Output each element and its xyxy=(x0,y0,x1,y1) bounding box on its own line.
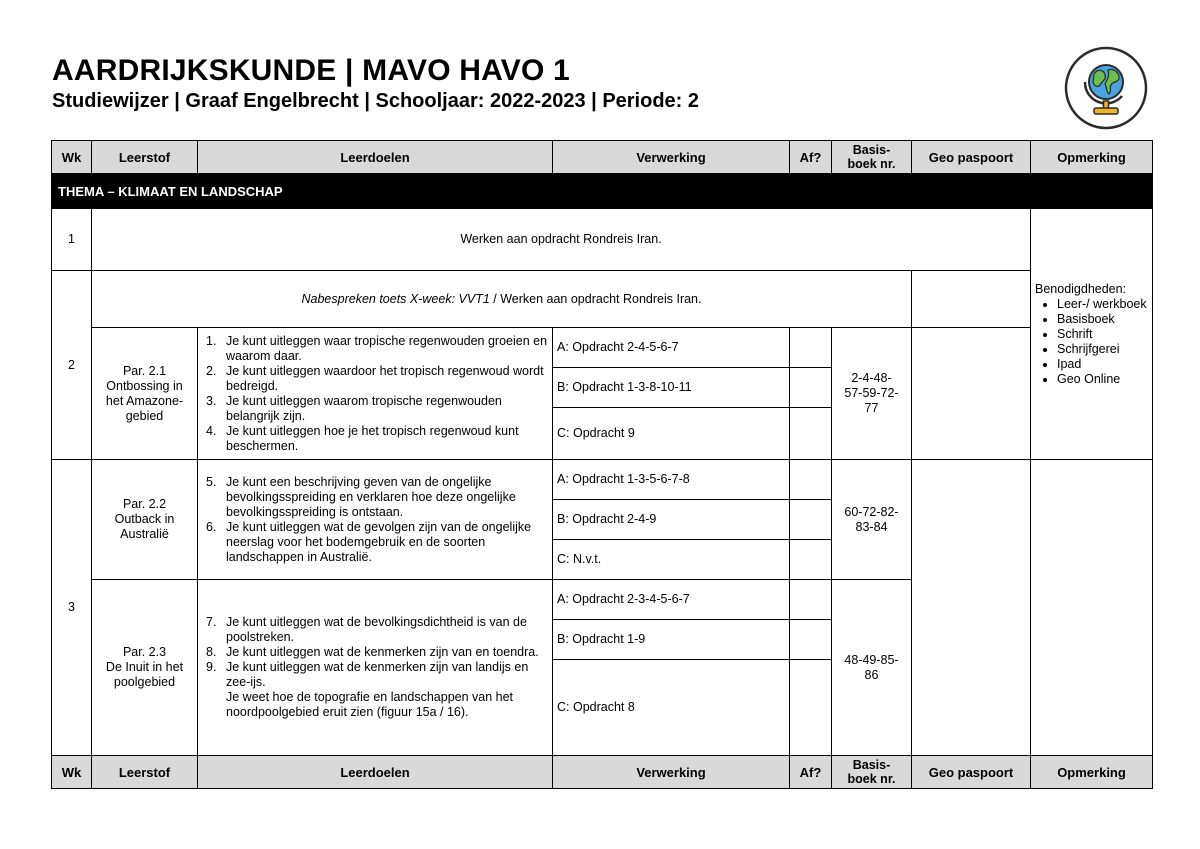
table-header-row xyxy=(52,141,1153,174)
leerdoelen-par-2-2 xyxy=(198,460,553,580)
list-item: • Ipad xyxy=(1057,357,1148,372)
leerstof-par-2-3: Par. 2.3 De Inuit in het poolgebied xyxy=(92,580,198,756)
week-number: 2 xyxy=(52,271,92,460)
week-activity xyxy=(92,271,912,328)
col-header-af: Af? xyxy=(790,141,832,174)
verwerking-a: A: Opdracht 2-3-4-5-6-7 xyxy=(553,580,790,620)
af-checkbox-cell[interactable] xyxy=(790,408,832,460)
goal-item: 9. Je kunt uitleggen wat de kenmerken zijn van landijs en zee-ijs. Je weet hoe de topografie en landschappen van het noordpoolgebied eruit zien (figuur 15a / 16). xyxy=(206,660,529,719)
studiewijzer-table xyxy=(51,140,1153,789)
col-footer-leerdoelen: Leerdoelen xyxy=(198,756,553,789)
leerstof-par-2-1: Par. 2.1 Ontbossing in het Amazone- gebied xyxy=(92,328,198,460)
leerstof-par-2-2: Par. 2.2 Outback in Australië xyxy=(92,460,198,580)
week-number: 1 xyxy=(52,209,92,271)
af-checkbox-cell[interactable] xyxy=(790,500,832,540)
benodigdheden-title: Benodigdheden: xyxy=(1035,281,1127,296)
table-footer-row xyxy=(52,756,1153,789)
af-checkbox-cell[interactable] xyxy=(790,580,832,620)
opmerking-cell xyxy=(1031,460,1153,756)
leerdoelen-par-2-3 xyxy=(198,580,553,756)
globe-icon xyxy=(1064,46,1148,130)
list-item: • Schrijfgerei xyxy=(1057,342,1148,357)
table-row xyxy=(52,271,1153,328)
goal-extra: Je weet hoe de topografie en landschappen van het noordpoolgebied eruit zien (figuur 15a / 16). xyxy=(226,690,514,719)
verwerking-b: B: Opdracht 1-9 xyxy=(553,620,790,660)
goal-item: 6. Je kunt uitleggen wat de gevolgen zijn van de ongelijke neerslag voor het bodemgebruik en de soorten landschappen in Australië. xyxy=(206,519,532,564)
opmerking-benodigdheden xyxy=(1031,209,1153,460)
goal-item: 3. Je kunt uitleggen waarom tropische regenwouden belangrijk zijn. xyxy=(206,393,502,423)
basisboek-nr: 2-4-48- 57-59-72- 77 xyxy=(832,328,912,460)
benodigdheden-list xyxy=(1035,297,1148,387)
note-italic: Nabespreken toets X-week: VVT1 xyxy=(301,291,490,306)
af-checkbox-cell[interactable] xyxy=(790,660,832,756)
col-footer-leerstof: Leerstof xyxy=(92,756,198,789)
verwerking-c: C: N.v.t. xyxy=(553,540,790,580)
table-row xyxy=(52,328,1153,368)
af-checkbox-cell[interactable] xyxy=(790,540,832,580)
week-activity: Werken aan opdracht Rondreis Iran. xyxy=(92,209,1031,271)
goal-item: 5. Je kunt een beschrijving geven van de ongelijke bevolkingsspreiding en verklaren hoe deze ongelijke bevolkingsspreiding is ontstaan. xyxy=(206,474,516,519)
col-header-leerdoelen: Leerdoelen xyxy=(198,141,553,174)
verwerking-a: A: Opdracht 2-4-5-6-7 xyxy=(553,328,790,368)
theme-title: THEMA – KLIMAAT EN LANDSCHAP xyxy=(52,174,1153,209)
goal-item: 1. Je kunt uitleggen waar tropische regenwouden groeien en waarom daar. xyxy=(206,333,548,363)
basisboek-nr: 60-72-82- 83-84 xyxy=(832,460,912,580)
col-footer-af: Af? xyxy=(790,756,832,789)
af-checkbox-cell[interactable] xyxy=(790,328,832,368)
af-checkbox-cell[interactable] xyxy=(790,460,832,500)
col-header-basisboek: Basis- boek nr. xyxy=(832,141,912,174)
verwerking-b: B: Opdracht 2-4-9 xyxy=(553,500,790,540)
list-item: • Leer-/ werkboek xyxy=(1057,297,1148,312)
table-row xyxy=(52,460,1153,500)
table-row xyxy=(52,209,1153,271)
verwerking-c: C: Opdracht 8 xyxy=(553,660,790,756)
col-header-geo-paspoort: Geo paspoort xyxy=(912,141,1031,174)
verwerking-b: B: Opdracht 1-3-8-10-11 xyxy=(553,368,790,408)
col-footer-geo-paspoort: Geo paspoort xyxy=(912,756,1031,789)
col-header-wk: Wk xyxy=(52,141,92,174)
col-footer-verwerking: Verwerking xyxy=(553,756,790,789)
af-checkbox-cell[interactable] xyxy=(790,620,832,660)
af-checkbox-cell[interactable] xyxy=(790,368,832,408)
goal-item: 2. Je kunt uitleggen waardoor het tropisch regenwoud wordt bedreigd. xyxy=(206,363,544,393)
theme-row xyxy=(52,174,1153,209)
goal-item: 8. Je kunt uitleggen wat de kenmerken zijn van en toendra. xyxy=(206,645,539,659)
col-header-verwerking: Verwerking xyxy=(553,141,790,174)
col-header-leerstof: Leerstof xyxy=(92,141,198,174)
leerdoelen-par-2-1 xyxy=(198,328,553,460)
verwerking-c: C: Opdracht 9 xyxy=(553,408,790,460)
col-footer-opmerking: Opmerking xyxy=(1031,756,1153,789)
geo-paspoort-cell xyxy=(912,271,1031,328)
week-number: 3 xyxy=(52,460,92,756)
list-item: • Basisboek xyxy=(1057,312,1148,327)
verwerking-a: A: Opdracht 1-3-5-6-7-8 xyxy=(553,460,790,500)
list-item: • Geo Online xyxy=(1057,372,1148,387)
goal-item: 7. Je kunt uitleggen wat de bevolkingsdichtheid is van de poolstreken. xyxy=(206,615,527,644)
col-footer-wk: Wk xyxy=(52,756,92,789)
page-title: AARDRIJKSKUNDE | MAVO HAVO 1 xyxy=(52,54,570,87)
col-header-opmerking: Opmerking xyxy=(1031,141,1153,174)
geo-paspoort-cell xyxy=(912,328,1031,460)
basisboek-nr: 48-49-85- 86 xyxy=(832,580,912,756)
geo-paspoort-cell xyxy=(912,460,1031,756)
list-item: • Schrift xyxy=(1057,327,1148,342)
goal-item: 4. Je kunt uitleggen hoe je het tropisch regenwoud kunt beschermen. xyxy=(206,423,519,453)
page-subtitle: Studiewijzer | Graaf Engelbrecht | Schooljaar: 2022-2023 | Periode: 2 xyxy=(52,90,700,112)
col-footer-basisboek: Basis- boek nr. xyxy=(832,756,912,789)
note-rest: / Werken aan opdracht Rondreis Iran. xyxy=(489,291,702,306)
